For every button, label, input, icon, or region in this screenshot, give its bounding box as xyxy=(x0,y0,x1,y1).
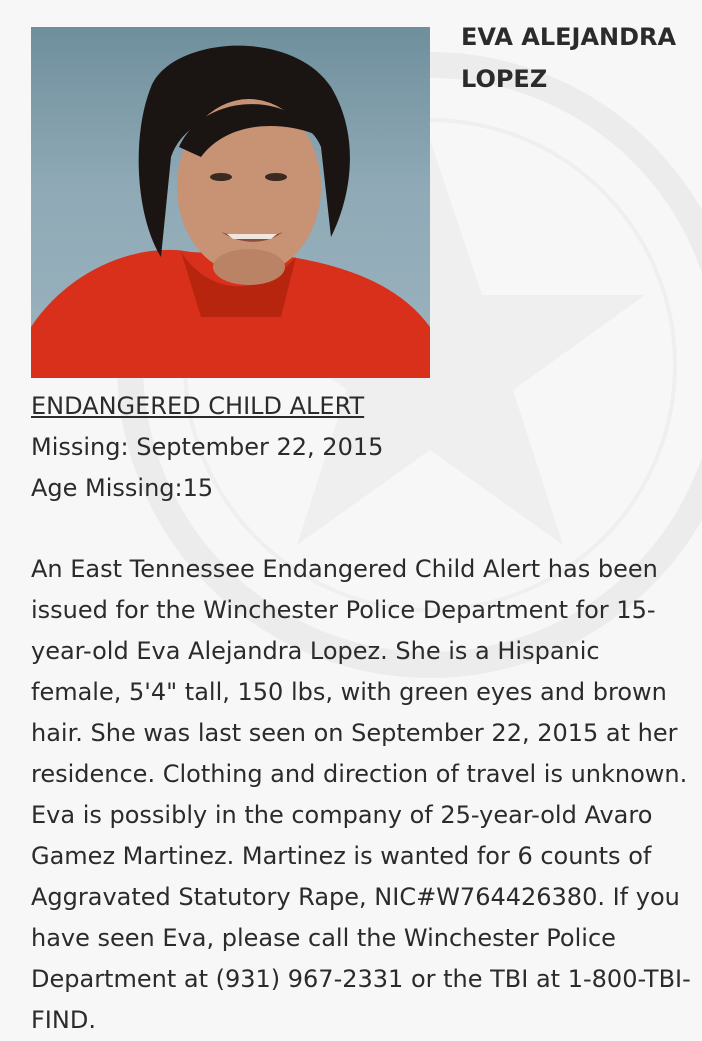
age-missing: Age Missing:15 xyxy=(31,474,214,502)
person-name: EVA ALEJANDRA LOPEZ xyxy=(461,23,677,93)
alert-description: An East Tennessee Endangered Child Alert has been issued for the Winchester Police Department for 15-year-old Eva Alejandra Lopez. She is a Hispanic female, 5'4" tall, 150 lbs, with green eyes and brown hair. She was last seen on September 22, 2015 at her residence. Clothing and direction of travel is unknown. Eva is possibly in the company of 25-year-old Avaro Gamez Martinez. Martinez is wanted for 6 counts of Aggravated Statutory Rape, NIC#W764426380. If you have seen Eva, please call the Winchester Police Department at (931) 967-2331 or the TBI at 1-800-TBI-FIND. xyxy=(31,555,691,1034)
endangered-child-alert-link[interactable]: ENDANGERED CHILD ALERT xyxy=(31,392,365,420)
missing-date: Missing: September 22, 2015 xyxy=(31,433,384,461)
missing-person-photo xyxy=(31,27,430,378)
